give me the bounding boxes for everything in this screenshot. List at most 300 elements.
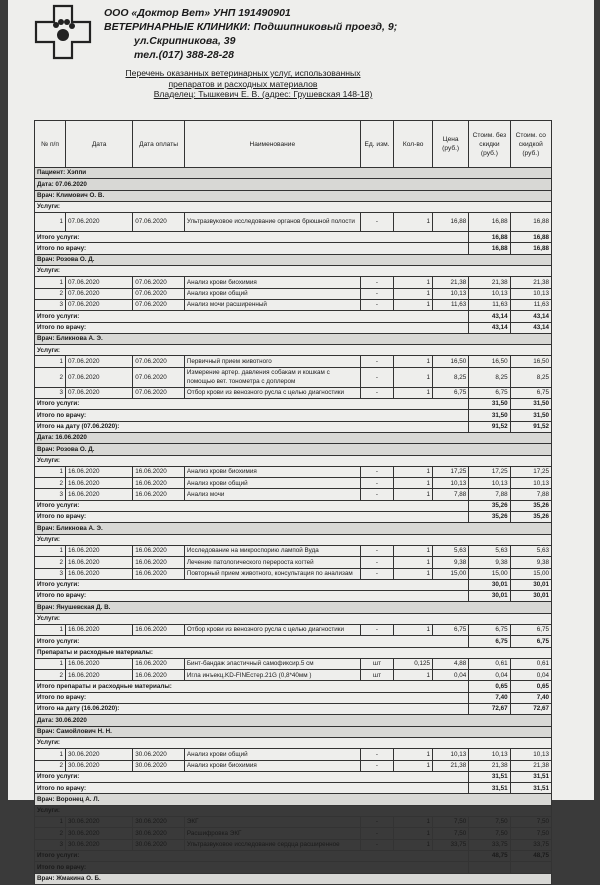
- row-discount-sum: 7,50: [510, 828, 551, 839]
- table-row: [35, 817, 552, 828]
- total-row: [35, 704, 552, 715]
- clinic-address: ВЕТЕРИНАРНЫЕ КЛИНИКИ: Подшипниковый проезд, 9;: [104, 21, 398, 33]
- table-row: [35, 277, 552, 288]
- row-unit: -: [360, 557, 394, 568]
- row-unit: -: [360, 288, 394, 299]
- row-number: 2: [35, 478, 66, 489]
- total-label: Итого услуги:: [35, 579, 469, 590]
- row-date: 30.06.2020: [66, 817, 133, 828]
- table-row: [35, 466, 552, 477]
- total-sum: 43,14: [469, 311, 510, 322]
- row-number: 3: [35, 299, 66, 310]
- total-label: Итого по врачу:: [35, 410, 469, 421]
- total-discount-sum: 0,65: [510, 681, 551, 692]
- row-service-name: Повторный прием животного, консультация по анализам: [184, 568, 360, 579]
- row-service-name: Анализ мочи расширенный: [184, 299, 360, 310]
- row-quantity: 1: [394, 299, 433, 310]
- table-row: [35, 387, 552, 398]
- row-unit: шт: [360, 658, 394, 669]
- row-date: 16.06.2020: [66, 489, 133, 500]
- row-discount-sum: 33,75: [510, 839, 551, 850]
- row-date: 07.06.2020: [66, 367, 133, 387]
- total-discount-sum: 31,50: [510, 399, 551, 410]
- total-row: [35, 636, 552, 647]
- row-date: 07.06.2020: [66, 387, 133, 398]
- row-unit: -: [360, 213, 394, 232]
- total-row: [35, 232, 552, 243]
- table-row: [35, 557, 552, 568]
- row-price: 16,88: [433, 213, 469, 232]
- row-number: 1: [35, 749, 66, 760]
- row-paid-date: 16.06.2020: [133, 489, 185, 500]
- row-unit: -: [360, 356, 394, 367]
- row-number: 1: [35, 466, 66, 477]
- section-label: Врач: Климович О. В.: [35, 190, 552, 201]
- total-label: Итого на дату (07.06.2020):: [35, 421, 469, 432]
- row-quantity: 1: [394, 387, 433, 398]
- row-discount-sum: 16,88: [510, 213, 551, 232]
- row-number: 2: [35, 367, 66, 387]
- total-sum: 35,26: [469, 512, 510, 523]
- row-date: 16.06.2020: [66, 670, 133, 681]
- row-paid-date: 07.06.2020: [133, 367, 185, 387]
- table-header-row: [35, 121, 552, 168]
- row-discount-sum: 0,61: [510, 658, 551, 669]
- row-unit: -: [360, 277, 394, 288]
- subsection-label: Услуги:: [35, 613, 552, 624]
- total-discount-sum: 6,75: [510, 636, 551, 647]
- row-sum: 10,13: [469, 288, 510, 299]
- services-table: [34, 120, 552, 885]
- row-paid-date: 16.06.2020: [133, 478, 185, 489]
- column-header: Кол-во: [394, 121, 433, 168]
- clinic-name: ООО «Доктор Вет» УНП 191490901: [104, 7, 291, 19]
- row-paid-date: 16.06.2020: [133, 670, 185, 681]
- row-quantity: 1: [394, 817, 433, 828]
- row-price: 7,88: [433, 489, 469, 500]
- total-row: [35, 771, 552, 782]
- subsection-row: [35, 737, 552, 748]
- row-sum: 7,50: [469, 817, 510, 828]
- total-discount-sum: 31,50: [510, 410, 551, 421]
- column-header: № п/п: [35, 121, 66, 168]
- subsection-label: Услуги:: [35, 737, 552, 748]
- row-sum: 17,25: [469, 466, 510, 477]
- row-date: 16.06.2020: [66, 658, 133, 669]
- row-date: 07.06.2020: [66, 299, 133, 310]
- column-header: Дата оплаты: [133, 121, 185, 168]
- total-sum: 35,26: [469, 500, 510, 511]
- row-unit: -: [360, 489, 394, 500]
- subsection-row: [35, 805, 552, 816]
- row-unit: -: [360, 299, 394, 310]
- subsection-row: [35, 455, 552, 466]
- row-date: 16.06.2020: [66, 478, 133, 489]
- total-sum: [469, 862, 510, 873]
- row-quantity: 1: [394, 568, 433, 579]
- total-discount-sum: 35,26: [510, 500, 551, 511]
- document-page: [8, 0, 594, 882]
- row-service-name: Анализ крови биохимия: [184, 466, 360, 477]
- row-date: 16.06.2020: [66, 466, 133, 477]
- row-discount-sum: 6,75: [510, 624, 551, 635]
- section-label: Врач: Воронец А. Л.: [35, 794, 552, 805]
- row-date: 07.06.2020: [66, 277, 133, 288]
- table-row: [35, 839, 552, 850]
- row-price: 6,75: [433, 387, 469, 398]
- row-sum: 9,38: [469, 557, 510, 568]
- row-number: 3: [35, 839, 66, 850]
- row-price: 17,25: [433, 466, 469, 477]
- row-service-name: Бинт-бандаж эластичный самофиксир.5 см: [184, 658, 360, 669]
- total-discount-sum: 31,51: [510, 771, 551, 782]
- document-title: [78, 68, 408, 100]
- row-date: 07.06.2020: [66, 213, 133, 232]
- row-sum: 15,00: [469, 568, 510, 579]
- row-paid-date: 30.06.2020: [133, 760, 185, 771]
- row-paid-date: 16.06.2020: [133, 466, 185, 477]
- row-paid-date: 16.06.2020: [133, 557, 185, 568]
- total-sum: 6,75: [469, 636, 510, 647]
- table-row: [35, 624, 552, 635]
- subsection-row: [35, 345, 552, 356]
- row-quantity: 0,125: [394, 658, 433, 669]
- row-sum: 6,75: [469, 387, 510, 398]
- row-price: 5,63: [433, 545, 469, 556]
- total-sum: 31,51: [469, 783, 510, 794]
- section-label: Пациент: Хэппи: [35, 168, 552, 179]
- section-row: [35, 190, 552, 201]
- column-header: Стоим. со скидкой (руб.): [510, 121, 551, 168]
- row-quantity: 1: [394, 466, 433, 477]
- total-discount-sum: 35,26: [510, 512, 551, 523]
- subsection-label: Услуги:: [35, 201, 552, 212]
- table-row: [35, 545, 552, 556]
- row-quantity: 1: [394, 489, 433, 500]
- total-sum: 31,51: [469, 771, 510, 782]
- total-label: Итого по врачу:: [35, 512, 469, 523]
- row-discount-sum: 21,38: [510, 277, 551, 288]
- table-row: [35, 299, 552, 310]
- row-quantity: 1: [394, 557, 433, 568]
- row-discount-sum: 10,13: [510, 288, 551, 299]
- total-sum: 16,88: [469, 243, 510, 254]
- row-sum: 7,50: [469, 828, 510, 839]
- row-sum: 10,13: [469, 749, 510, 760]
- total-label: Итого на дату (16.06.2020):: [35, 704, 469, 715]
- row-price: 10,13: [433, 478, 469, 489]
- row-unit: -: [360, 387, 394, 398]
- row-discount-sum: 7,50: [510, 817, 551, 828]
- row-price: 21,38: [433, 760, 469, 771]
- row-price: 7,50: [433, 828, 469, 839]
- row-sum: 16,88: [469, 213, 510, 232]
- row-quantity: 1: [394, 624, 433, 635]
- row-paid-date: 16.06.2020: [133, 658, 185, 669]
- row-sum: 0,61: [469, 658, 510, 669]
- section-label: Дата: 30.06.2020: [35, 715, 552, 726]
- subsection-label: Услуги:: [35, 805, 552, 816]
- row-number: 2: [35, 288, 66, 299]
- row-quantity: 1: [394, 760, 433, 771]
- row-service-name: Расшифровка ЭКГ: [184, 828, 360, 839]
- subsection-row: [35, 613, 552, 624]
- total-row: [35, 322, 552, 333]
- row-paid-date: 07.06.2020: [133, 299, 185, 310]
- row-unit: -: [360, 839, 394, 850]
- row-price: 10,13: [433, 288, 469, 299]
- total-row: [35, 243, 552, 254]
- subsection-label: Услуги:: [35, 455, 552, 466]
- column-header: Дата: [66, 121, 133, 168]
- row-unit: -: [360, 749, 394, 760]
- row-paid-date: 30.06.2020: [133, 828, 185, 839]
- table-row: [35, 760, 552, 771]
- total-row: [35, 512, 552, 523]
- table-row: [35, 489, 552, 500]
- row-price: 16,50: [433, 356, 469, 367]
- row-service-name: Отбор крови из венозного русла с целью диагностики: [184, 387, 360, 398]
- row-service-name: ЭКГ: [184, 817, 360, 828]
- row-discount-sum: 7,88: [510, 489, 551, 500]
- row-discount-sum: 6,75: [510, 387, 551, 398]
- document-title-line-2: препаратов и расходных материалов: [168, 78, 318, 89]
- total-label: Итого услуги:: [35, 311, 469, 322]
- subsection-row: [35, 266, 552, 277]
- row-quantity: 1: [394, 367, 433, 387]
- section-row: [35, 333, 552, 344]
- total-label: Итого услуги:: [35, 399, 469, 410]
- section-row: [35, 254, 552, 265]
- subsection-label: Услуги:: [35, 345, 552, 356]
- total-row: [35, 591, 552, 602]
- total-row: [35, 692, 552, 703]
- total-label: Итого услуги:: [35, 232, 469, 243]
- total-label: Итого по врачу:: [35, 322, 469, 333]
- row-quantity: 1: [394, 749, 433, 760]
- table-row: [35, 213, 552, 232]
- table-row: [35, 478, 552, 489]
- row-quantity: 1: [394, 670, 433, 681]
- row-sum: 16,50: [469, 356, 510, 367]
- row-price: 15,00: [433, 568, 469, 579]
- row-discount-sum: 17,25: [510, 466, 551, 477]
- row-price: 10,13: [433, 749, 469, 760]
- total-discount-sum: 91,52: [510, 421, 551, 432]
- subsection-label: Препараты и расходные материалы:: [35, 647, 552, 658]
- total-sum: 30,01: [469, 579, 510, 590]
- total-discount-sum: 30,01: [510, 591, 551, 602]
- row-sum: 0,04: [469, 670, 510, 681]
- row-discount-sum: 10,13: [510, 749, 551, 760]
- row-paid-date: 07.06.2020: [133, 387, 185, 398]
- row-unit: -: [360, 817, 394, 828]
- section-label: Врач: Бликнова А. Э.: [35, 333, 552, 344]
- row-paid-date: 16.06.2020: [133, 624, 185, 635]
- row-date: 30.06.2020: [66, 839, 133, 850]
- row-number: 3: [35, 489, 66, 500]
- row-paid-date: 07.06.2020: [133, 356, 185, 367]
- row-service-name: Анализ крови общий: [184, 478, 360, 489]
- row-sum: 21,38: [469, 760, 510, 771]
- total-discount-sum: [510, 862, 551, 873]
- total-discount-sum: 48,75: [510, 850, 551, 861]
- total-label: Итого по врачу:: [35, 692, 469, 703]
- total-label: Итого по врачу:: [35, 243, 469, 254]
- total-label: Итого услуги:: [35, 636, 469, 647]
- row-date: 16.06.2020: [66, 545, 133, 556]
- total-row: [35, 421, 552, 432]
- row-quantity: 1: [394, 828, 433, 839]
- total-label: Итого по врачу:: [35, 591, 469, 602]
- clinic-address-2: ул.Скрипникова, 39: [134, 35, 236, 47]
- total-row: [35, 850, 552, 861]
- row-service-name: Лечение патологического перероста когтей: [184, 557, 360, 568]
- row-number: 1: [35, 277, 66, 288]
- row-number: 2: [35, 670, 66, 681]
- row-discount-sum: 10,13: [510, 478, 551, 489]
- row-unit: -: [360, 478, 394, 489]
- row-number: 2: [35, 828, 66, 839]
- row-unit: -: [360, 624, 394, 635]
- row-discount-sum: 15,00: [510, 568, 551, 579]
- row-paid-date: 07.06.2020: [133, 277, 185, 288]
- section-row: [35, 602, 552, 613]
- subsection-label: Услуги:: [35, 534, 552, 545]
- column-header: Цена (руб.): [433, 121, 469, 168]
- row-service-name: Анализ крови общий: [184, 288, 360, 299]
- total-sum: 31,50: [469, 410, 510, 421]
- row-date: 16.06.2020: [66, 557, 133, 568]
- row-sum: 11,63: [469, 299, 510, 310]
- row-number: 2: [35, 760, 66, 771]
- column-header: Наименование: [184, 121, 360, 168]
- row-discount-sum: 5,63: [510, 545, 551, 556]
- row-paid-date: 07.06.2020: [133, 213, 185, 232]
- total-row: [35, 579, 552, 590]
- row-discount-sum: 9,38: [510, 557, 551, 568]
- total-row: [35, 410, 552, 421]
- vet-clinic-logo-icon: [32, 4, 94, 60]
- section-label: Врач: Самойлович Н. Н.: [35, 726, 552, 737]
- total-row: [35, 311, 552, 322]
- section-label: Дата: 07.06.2020: [35, 179, 552, 190]
- row-sum: 21,38: [469, 277, 510, 288]
- row-price: 0,04: [433, 670, 469, 681]
- row-sum: 8,25: [469, 367, 510, 387]
- row-service-name: Ультразвуковое исследование сердца расширенное: [184, 839, 360, 850]
- row-number: 1: [35, 817, 66, 828]
- subsection-row: [35, 534, 552, 545]
- section-label: Врач: Бликнова А. Э.: [35, 523, 552, 534]
- table-row: [35, 749, 552, 760]
- row-quantity: 1: [394, 213, 433, 232]
- row-price: 7,50: [433, 817, 469, 828]
- row-date: 30.06.2020: [66, 749, 133, 760]
- total-discount-sum: 16,88: [510, 243, 551, 254]
- section-row: [35, 715, 552, 726]
- section-row: [35, 168, 552, 179]
- row-discount-sum: 11,63: [510, 299, 551, 310]
- total-sum: 30,01: [469, 591, 510, 602]
- row-unit: -: [360, 828, 394, 839]
- row-sum: 7,88: [469, 489, 510, 500]
- table-row: [35, 288, 552, 299]
- row-unit: -: [360, 466, 394, 477]
- row-sum: 5,63: [469, 545, 510, 556]
- row-date: 07.06.2020: [66, 288, 133, 299]
- section-row: [35, 444, 552, 455]
- total-label: Итого по врачу:: [35, 783, 469, 794]
- total-discount-sum: 30,01: [510, 579, 551, 590]
- total-discount-sum: 43,14: [510, 311, 551, 322]
- section-row: [35, 873, 552, 884]
- total-sum: 7,40: [469, 692, 510, 703]
- total-discount-sum: 43,14: [510, 322, 551, 333]
- row-price: 33,75: [433, 839, 469, 850]
- row-date: 16.06.2020: [66, 624, 133, 635]
- section-label: Врач: Розова О. Д.: [35, 444, 552, 455]
- row-quantity: 1: [394, 478, 433, 489]
- total-label: Итого услуги:: [35, 850, 469, 861]
- row-service-name: Игла инъекц.KD-FINEстер.21G (0,8*40мм ): [184, 670, 360, 681]
- section-label: Дата: 16.06.2020: [35, 432, 552, 443]
- total-discount-sum: 31,51: [510, 783, 551, 794]
- row-date: 30.06.2020: [66, 760, 133, 771]
- clinic-header: [104, 6, 564, 62]
- row-number: 3: [35, 568, 66, 579]
- row-number: 1: [35, 356, 66, 367]
- subsection-row: [35, 647, 552, 658]
- section-row: [35, 523, 552, 534]
- row-paid-date: 16.06.2020: [133, 568, 185, 579]
- section-row: [35, 794, 552, 805]
- row-paid-date: 30.06.2020: [133, 749, 185, 760]
- total-label: Итого препараты и расходные материалы:: [35, 681, 469, 692]
- section-row: [35, 179, 552, 190]
- row-service-name: Измерение артер. давления собакам и кошкам с помощью вет. тонометра с доплером: [184, 367, 360, 387]
- document-title-line-1: Перечень оказанных ветеринарных услуг, использованных: [125, 68, 361, 78]
- table-row: [35, 568, 552, 579]
- row-date: 07.06.2020: [66, 356, 133, 367]
- total-discount-sum: 72,67: [510, 704, 551, 715]
- owner-line: Владелец: Тышкевич Е. В. (адрес: Грушевская 148-18): [153, 89, 373, 99]
- row-unit: шт: [360, 670, 394, 681]
- table-row: [35, 356, 552, 367]
- total-discount-sum: 7,40: [510, 692, 551, 703]
- row-quantity: 1: [394, 288, 433, 299]
- row-discount-sum: 21,38: [510, 760, 551, 771]
- row-service-name: Первичный прием животного: [184, 356, 360, 367]
- row-service-name: Анализ крови общий: [184, 749, 360, 760]
- row-paid-date: 16.06.2020: [133, 545, 185, 556]
- table-row: [35, 658, 552, 669]
- row-discount-sum: 16,50: [510, 356, 551, 367]
- row-quantity: 1: [394, 545, 433, 556]
- row-price: 9,38: [433, 557, 469, 568]
- row-unit: -: [360, 545, 394, 556]
- total-row: [35, 500, 552, 511]
- row-unit: -: [360, 760, 394, 771]
- row-paid-date: 30.06.2020: [133, 817, 185, 828]
- clinic-phone: тел.(017) 388-28-28: [134, 49, 234, 61]
- row-discount-sum: 0,04: [510, 670, 551, 681]
- row-service-name: Ультразвуковое исследование органов брюшной полости: [184, 213, 360, 232]
- total-sum: 31,50: [469, 399, 510, 410]
- row-date: 16.06.2020: [66, 568, 133, 579]
- row-number: 2: [35, 557, 66, 568]
- row-sum: 6,75: [469, 624, 510, 635]
